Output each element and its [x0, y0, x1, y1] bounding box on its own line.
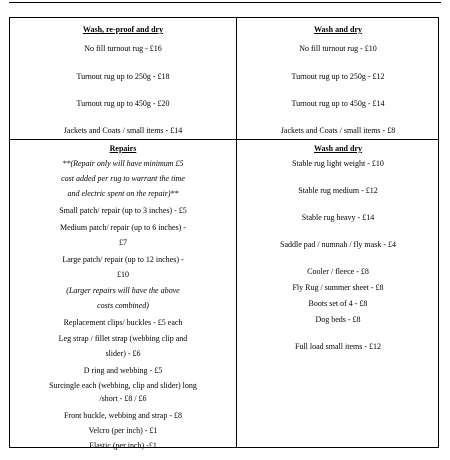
price-item: Large patch/ repair (up to 12 inches) - — [62, 255, 184, 264]
price-item: Boots set of 4 - £8 — [308, 299, 368, 308]
price-item: Replacement clips/ buckles - £5 each — [63, 318, 183, 327]
price-item: Stable rug heavy - £14 — [301, 213, 375, 222]
price-item: Saddle pad / numnah / fly mask - £4 — [280, 240, 396, 249]
wash-dry-2-section — [237, 139, 439, 448]
price-item: Turnout rug up to 450g - £20 — [76, 99, 170, 108]
price-item: Dog beds - £8 — [315, 315, 361, 324]
repairs-note-line: costs combined) — [97, 301, 149, 310]
price-item: No fill turnout rug - £16 — [84, 44, 162, 53]
wash-dry-2-heading: Wash and dry — [313, 144, 363, 153]
wash-reproof-heading: Wash, re-proof and dry — [82, 25, 164, 34]
price-item: slider) - £6 — [105, 349, 141, 358]
price-item: Stable rug medium - £12 — [298, 186, 378, 195]
price-item: Stable rug light weight - £10 — [292, 159, 384, 168]
price-item: Jackets and Coats / small items - £8 — [280, 126, 396, 135]
repairs-note-line: and electric spent on the repair)** — [67, 189, 179, 198]
price-item: Fly Rug / summer sheet - £8 — [292, 283, 384, 292]
price-item: Front buckle, webbing and strap - £8 — [64, 411, 182, 420]
repairs-section — [10, 139, 236, 448]
price-item: Jackets and Coats / small items - £14 — [63, 126, 183, 135]
price-item: Turnout rug up to 450g - £14 — [291, 99, 385, 108]
price-item: No fill turnout rug - £10 — [299, 44, 377, 53]
price-item: Cooler / fleece - £8 — [307, 267, 369, 276]
repairs-heading: Repairs — [109, 144, 137, 153]
price-item: £7 — [119, 238, 127, 247]
price-item: Elastic (per inch) -£1 — [89, 441, 157, 450]
price-item: D ring and webbing - £5 — [83, 366, 163, 375]
price-item: Full load small items - £12 — [295, 342, 381, 351]
repairs-note-line: cost added per rug to warrant the time — [61, 174, 185, 183]
repairs-note-line: **(Repair only will have minimum £5 — [62, 159, 184, 168]
wash-dry-section — [237, 17, 439, 139]
top-rule — [9, 2, 441, 3]
price-item: Turnout rug up to 250g - £12 — [291, 72, 385, 81]
repairs-note-line: (Larger repairs will have the above — [66, 286, 180, 295]
price-item: Surcingle each (webbing, clip and slider) long — [49, 381, 197, 390]
price-item: Leg strap / fillet strap (webbing clip and — [58, 334, 188, 343]
price-item: Velcro (per inch) - £1 — [88, 426, 158, 435]
price-item: Medium patch/ repair (up to 6 inches) - — [60, 223, 186, 232]
price-item: /short - £8 / £6 — [99, 394, 147, 403]
wash-reproof-section — [10, 17, 236, 139]
price-item: Turnout rug up to 250g - £18 — [76, 72, 170, 81]
wash-dry-heading: Wash and dry — [313, 25, 363, 34]
price-item: Small patch/ repair (up to 3 inches) - £5 — [59, 206, 187, 215]
price-item: £10 — [117, 270, 129, 279]
